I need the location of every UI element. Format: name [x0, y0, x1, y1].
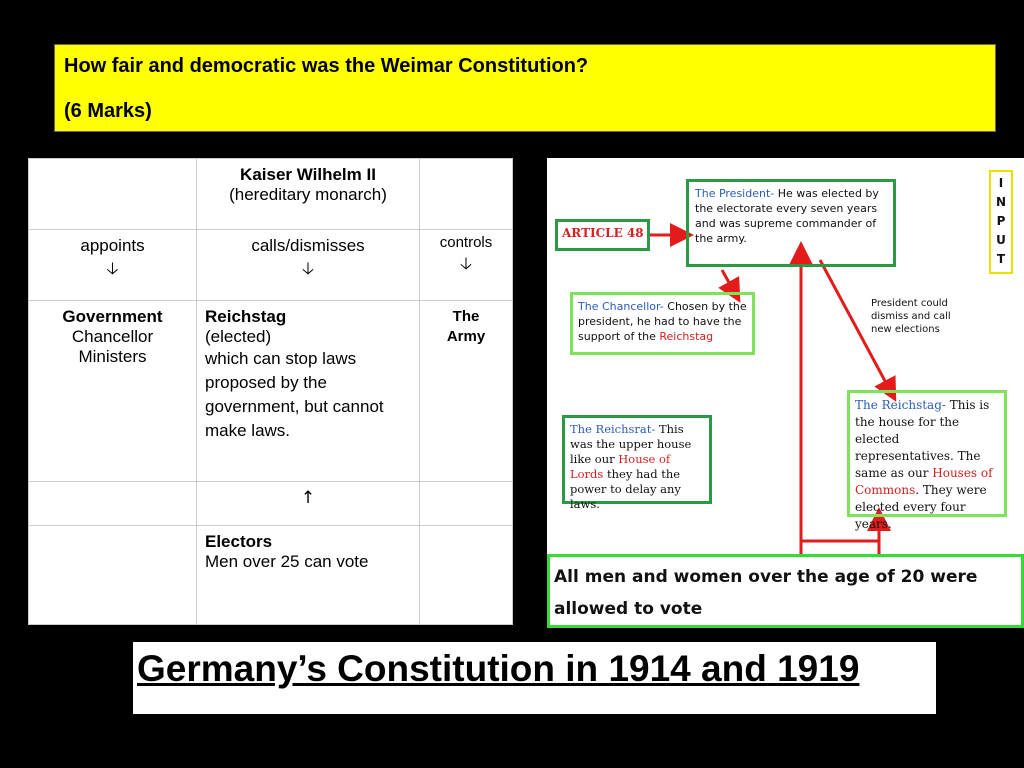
reichstag-description: which can stop laws proposed by the government, but cannot make laws.: [205, 349, 384, 440]
reichstag-text-end: . They were elected every four years.: [855, 483, 987, 531]
dismiss-note: [871, 297, 951, 347]
down-arrow-icon: 🡣: [106, 259, 119, 279]
army-line2: Army: [446, 328, 486, 345]
electors-cell: [197, 526, 420, 625]
government-ministers: Ministers: [78, 347, 147, 366]
reichstag-title: The Reichstag-: [855, 398, 946, 412]
input-letter: U: [996, 233, 1006, 247]
controls-cell: [420, 230, 513, 301]
question-text: How fair and democratic was the Weimar Constitution?: [64, 55, 589, 77]
kaiser-subtitle: (hereditary monarch): [229, 185, 387, 204]
voting-text: All men and women over the age of 20 were allowed to vote: [554, 567, 978, 619]
reichstag-houses-of-commons: Houses of Commons: [855, 466, 993, 497]
army-line1: The: [452, 308, 480, 325]
army-cell: [420, 301, 513, 482]
chancellor-text: Chosen by the president, he had to have the support of the: [578, 300, 747, 343]
up-arrow-icon: ↑: [300, 488, 316, 508]
controls-label: controls: [439, 234, 493, 251]
reichsrat-text-end: they had the power to delay any laws.: [570, 467, 681, 511]
electors-text: Men over 25 can vote: [205, 552, 369, 571]
up-arrow-cell: [197, 482, 420, 526]
constitution-1914-table: [28, 158, 513, 625]
reichsrat-box: [562, 415, 712, 511]
dismiss-note-text: President could dismiss and call new elections: [871, 298, 951, 335]
president-title: The President-: [695, 187, 775, 200]
question-box: [54, 44, 996, 132]
table-cell: [29, 482, 197, 526]
chancellor-box: [570, 292, 755, 355]
electors-title: Electors: [205, 532, 273, 551]
input-label: [989, 170, 1013, 274]
down-arrow-icon: 🡣: [301, 259, 315, 279]
article48-box: [555, 219, 650, 251]
calls-label: calls/dismisses: [251, 236, 365, 255]
appoints-label: appoints: [80, 236, 145, 255]
reichsrat-house-of-lords: House of Lords: [570, 452, 671, 481]
table-cell: [420, 159, 513, 230]
president-text: He was elected by the electorate every seven years and was supreme commander of the army.: [695, 187, 879, 245]
page-title: [133, 642, 936, 714]
input-letter: N: [995, 195, 1007, 209]
reichstag-elected: (elected): [205, 327, 272, 346]
table-cell: [420, 526, 513, 625]
reichstag-title: Reichstag: [205, 307, 287, 326]
constitution-1919-diagram: [547, 158, 1024, 628]
table-cell: [29, 526, 197, 625]
government-chancellor: Chancellor: [71, 327, 154, 346]
table-cell: [420, 482, 513, 526]
kaiser-cell: [197, 159, 420, 230]
chancellor-reichstag: Reichstag: [659, 330, 714, 343]
chancellor-title: The Chancellor-: [578, 300, 664, 313]
input-letter: T: [996, 252, 1006, 266]
article48-label: ARTICLE 48: [562, 226, 644, 240]
president-box: [686, 179, 896, 267]
reichstag-text: This is the house for the elected representatives. The same as our: [855, 398, 990, 480]
down-arrow-icon: 🡣: [459, 254, 473, 274]
voting-box: [547, 554, 1024, 628]
reichstag-cell: [197, 301, 420, 482]
reichstag-box: [847, 390, 1007, 531]
reichsrat-title: The Reichsrat-: [570, 422, 656, 436]
table-cell: [29, 159, 197, 230]
page-title-text: Germany’s Constitution in 1914 and 1919: [137, 648, 860, 689]
input-letter: P: [996, 214, 1006, 228]
government-title: Government: [62, 307, 163, 326]
question-marks: (6 Marks): [64, 100, 152, 122]
kaiser-title: Kaiser Wilhelm II: [240, 165, 376, 184]
reichsrat-text: This was the upper house like our: [570, 422, 692, 466]
appoints-cell: [29, 230, 197, 301]
government-cell: [29, 301, 197, 482]
calls-cell: [197, 230, 420, 301]
input-letter: I: [998, 176, 1004, 190]
